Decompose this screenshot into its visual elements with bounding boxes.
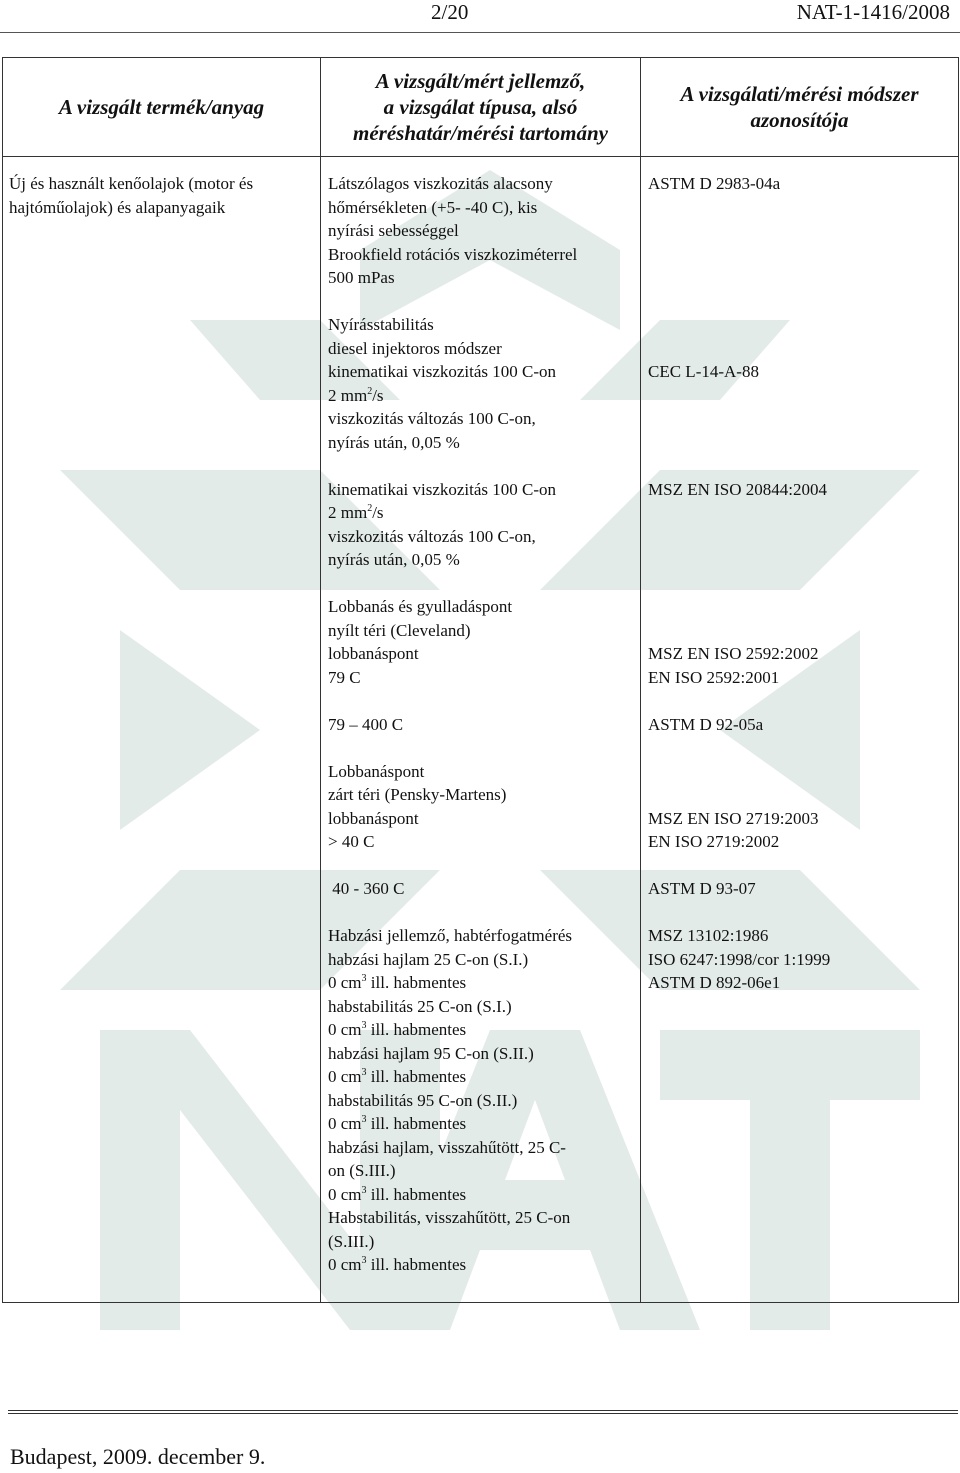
char-line: on (S.III.) (328, 1161, 396, 1180)
char-line: 79 – 400 C (328, 714, 404, 734)
char-line (328, 1065, 636, 1089)
unit-exponent: 2 (367, 503, 373, 514)
method-line: ASTM D 93-07 (648, 879, 756, 898)
unit-exponent: 3 (361, 1067, 367, 1078)
product-line: Új és használt kenőolajok (motor és (9, 174, 254, 193)
unit-text: 2 mm (328, 503, 368, 522)
unit-text: 0 cm (328, 1184, 362, 1204)
char-line: 40 - 360 C (328, 879, 405, 898)
unit-text: 0 cm (328, 1020, 362, 1039)
unit-text: 0 cm (328, 1067, 362, 1086)
table-header-row (3, 58, 959, 157)
char-line (328, 384, 636, 408)
char-line: habstabilitás 95 C-on (S.II.) (328, 1090, 518, 1110)
unit-exponent: 3 (361, 1114, 367, 1125)
unit-text: ill. habmentes (366, 1067, 467, 1086)
char-line: Brookfield rotációs viszkoziméterrel (328, 244, 578, 264)
char-line: nyílt téri (Cleveland) (328, 620, 471, 640)
footer-date: Budapest, 2009. december 9. (10, 1444, 266, 1469)
header-method-line2: azonosítója (750, 108, 849, 132)
char-line: viszkozitás változás 100 C-on, (328, 409, 536, 428)
header-product (3, 58, 321, 157)
product-cell (3, 157, 321, 1303)
char-line: habstabilitás 25 C-on (S.I.) (328, 996, 512, 1016)
char-line: nyírás után, 0,05 % (328, 432, 460, 452)
char-line: habzási hajlam 25 C-on (S.I.) (328, 949, 529, 969)
unit-exponent: 3 (361, 1255, 367, 1266)
method-line: EN ISO 2719:2002 (648, 832, 780, 851)
char-line: Lobbanás és gyulladáspont (328, 597, 513, 616)
unit-text: 0 cm (328, 1114, 362, 1133)
char-line: Habzási jellemző, habtérfogatmérés (328, 926, 573, 945)
unit-text: ill. habmentes (366, 973, 467, 992)
unit-text: ill. habmentes (366, 1184, 467, 1204)
char-line: Habstabilitás, visszahűtött, 25 C-on (328, 1208, 571, 1227)
char-line: viszkozitás változás 100 C-on, (328, 526, 536, 546)
unit-exponent: 3 (361, 1020, 367, 1031)
unit-text: 0 cm (328, 1255, 362, 1274)
char-line (328, 1183, 636, 1207)
char-line: Lobbanáspont (328, 761, 425, 781)
char-line: kinematikai viszkozitás 100 C-on (328, 479, 557, 499)
document-id: NAT-1-1416/2008 (796, 0, 950, 24)
unit-exponent: 3 (361, 973, 367, 984)
unit-exponent: 3 (361, 1184, 367, 1196)
unit-text: 0 cm (328, 973, 362, 992)
header-characteristic-line2: a vizsgálat típusa, alsó (383, 95, 578, 119)
char-line: hőmérsékleten (+5- -40 C), kis (328, 197, 538, 217)
footer-rule (8, 1413, 958, 1414)
unit-text: ill. habmentes (366, 1114, 467, 1133)
header-characteristic-line1: A vizsgált/mért jellemző, (375, 69, 586, 93)
header-characteristic (321, 58, 641, 157)
footer-rule (8, 1410, 958, 1411)
char-line: Látszólagos viszkozitás alacsony (328, 174, 553, 193)
char-line: lobbanáspont (328, 644, 419, 663)
method-cell (641, 157, 959, 1303)
unit-text: ill. habmentes (366, 1020, 467, 1039)
method-line: ASTM D 92-05a (648, 714, 764, 734)
char-line: kinematikai viszkozitás 100 C-on (328, 362, 557, 381)
unit-text: /s (372, 385, 384, 405)
char-line: habzási hajlam, visszahűtött, 25 C- (328, 1137, 566, 1157)
unit-text: 2 mm (328, 385, 368, 405)
char-line: > 40 C (328, 832, 375, 851)
char-line (328, 1112, 636, 1136)
method-line: MSZ EN ISO 2592:2002 (648, 644, 819, 663)
char-line: nyírási sebességgel (328, 221, 459, 240)
header-characteristic-line3: méréshatár/mérési tartomány (353, 121, 608, 145)
method-line: MSZ 13102:1986 (648, 926, 769, 945)
char-line: 79 C (328, 667, 361, 687)
method-line: EN ISO 2592:2001 (648, 667, 780, 687)
method-line: CEC L-14-A-88 (648, 362, 759, 381)
method-line: MSZ EN ISO 2719:2003 (648, 808, 819, 828)
char-line: 500 mPas (328, 268, 395, 287)
char-line: lobbanáspont (328, 808, 419, 828)
header-product-text: A vizsgált termék/anyag (58, 95, 265, 119)
method-line: ASTM D 2983-04a (648, 174, 781, 193)
char-line: nyírás után, 0,05 % (328, 550, 460, 569)
method-line: MSZ EN ISO 20844:2004 (648, 479, 827, 499)
table-row (3, 157, 959, 1303)
header-rule (0, 32, 960, 33)
unit-text: /s (372, 503, 384, 522)
product-line: hajtóműolajok) és alapanyagaik (9, 197, 226, 217)
char-line: diesel injektoros módszer (328, 338, 502, 358)
char-line (328, 501, 636, 525)
unit-text: ill. habmentes (366, 1255, 467, 1274)
char-line: habzási hajlam 95 C-on (S.II.) (328, 1043, 534, 1063)
char-line (328, 1018, 636, 1042)
char-line: zárt téri (Pensky-Martens) (328, 785, 507, 804)
characteristic-cell (321, 157, 641, 1303)
method-line: ASTM D 892-06e1 (648, 973, 781, 992)
method-line: ISO 6247:1998/cor 1:1999 (648, 949, 831, 969)
char-line (328, 1253, 636, 1277)
header-method (641, 58, 959, 157)
unit-exponent: 2 (367, 385, 373, 397)
char-line: (S.III.) (328, 1231, 375, 1251)
char-line (328, 971, 636, 995)
accreditation-table (2, 57, 959, 1303)
page-number: 2/20 (431, 0, 469, 24)
header-method-line1: A vizsgálati/mérési módszer (680, 82, 919, 106)
char-line: Nyírásstabilitás (328, 315, 434, 334)
